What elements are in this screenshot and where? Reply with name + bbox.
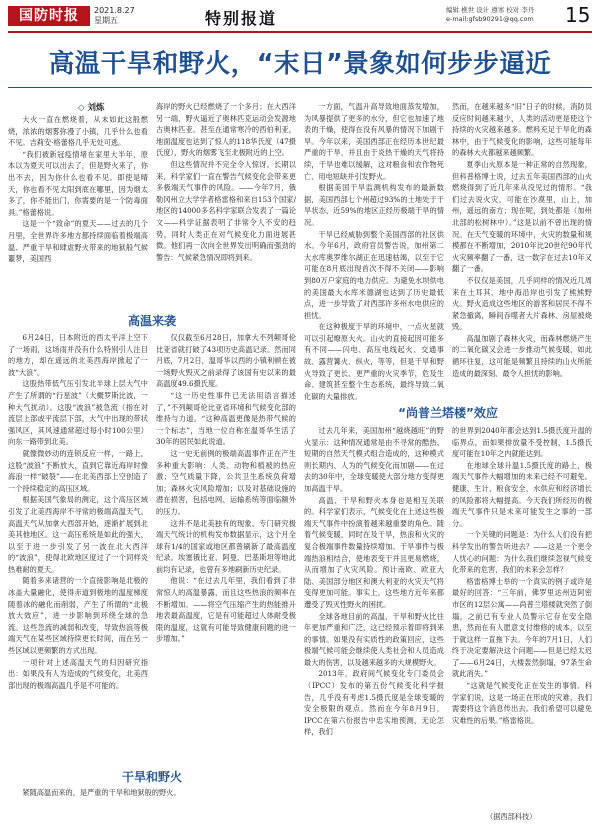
paragraph: 2013年，政府间气候变化专门委员会（IPCC）发布的第五份气候变化科学报告，几乎没有考虑1.5摄氏度是全球变暖的安全极限的观点。然而在今年8月9日，IPCC在第六份报告中忠实地预测，无论怎样，我们 (304, 669, 444, 737)
byline (78, 101, 105, 113)
paragraph: 然而，在越来越多“旧”日子的时候，消防员反应时间越来越少，人类的活动更是使这个持续的火灾越来越多。燃料充足于旱化的森林中，由于气候变化的影响，这些可能每年的森林大火都越来越频繁。 (452, 102, 592, 158)
source-signoff: （据西部科技） (486, 812, 537, 821)
column-1-top (8, 114, 148, 306)
paragraph: “这就是气候变化正在发生的事情。科学家们说，这是一场正在形成的灾难，我们需要将这个消息传出去。我们希望可以避免灾难性的后果。”格雷格说。 (452, 681, 592, 725)
paragraph: 一个关键的问题是：为什么人们没有把科学发出的警告听进去？——这是一个更令人忧心的问题：为什么我们继续忽视气候变化带来的危害，我们的未来会怎样？ (452, 530, 592, 575)
paragraph: 这是一个“致命”的夏天——过去的几个月里，全世界许多地方都持续面临着极端高温、严重干旱和肆虐野火带来的地狱般气候噩梦，美国西 (8, 219, 148, 264)
paragraph: 的世界到2040年都会达到1.5摄氏度升温的临界点，而如果排放量不受控制，1.5摄氏度可能在10年之内就能达到。 (452, 426, 592, 459)
paragraph: 紧随高温而来的，是严重的干旱和地狱般的野火。 (22, 788, 181, 797)
paragraph: 高温加剧了森林火灾，而森林燃烧产生的二氧化碳又会进一步推动气候变暖，如此循环往复，这可能是频繁且持续的山火所能造成的最深刻、最令人担忧的影响。 (452, 333, 592, 378)
headline-rule (8, 87, 592, 88)
paragraph: 仅仅截至6月28日，加拿大不列颠哥伦比亚省就打破了43项历史高温记录。然而同月底，7月2日，温哥华以西的小镇利顿在被一场野火毁灭之前录得了该国有史以来的最高温度49.6摄氏度。 (156, 333, 296, 389)
editor-credits (446, 6, 534, 24)
paragraph: 格雷格博士举的一个真实的例子或许是最好的回答：“三年前，佛罗里达州迈阿密市区的12层公寓——尚普兰塔楼就突然了倒塌，之前已有专业人员警示它存在安全隐患，然而在有人愿意支付维修的成本，以至于就这样一直拖下去。今年的7月1日，人们终于决定要解决这个问题——但是已经太迟了——6月24日，大楼轰然倒塌，97条生命就此消失。” (452, 576, 592, 679)
column-3-bottom (304, 425, 444, 815)
byline-mark-icon: ◇ (78, 103, 85, 113)
column-2-bottom (156, 332, 296, 758)
paragraph: 但这些情况并不完全令人惊讶。长期以来，科学家们一直在警告气候变化会带来更多极端天气事件的风险。——今年7月，俄勒冈州立大学学者格雷格和来自153个国家/地区的14000多名科学家联合发表了一篇论文——科学证据表明了非常令人不安的趋势，同时人类正在对气候变化力面进展甚微。他们再一次向全世界发出明确而强劲的警告：气候紧急情况即将到来。 (156, 159, 296, 262)
masthead-rule (8, 31, 592, 33)
paragraph: 随着多来诸营的一个直接影响是北极的冰盖大量融化，使得赤道到极地的温度梯度随着冰的融化而削弱，产生了所谓的“北极放大效应”，进一步影响到环绕全球的急流。这些急流的减弱和改变，导致热浪等极端天气在某些区域持续更长时间，而在另一些区域以更频繁的方式出现。 (8, 576, 148, 656)
paragraph: 这一史无前例的极端高温事件正在产生多种重大影响：人类、动物和植被的热应激；空气质量下降，公共卫生系统负荷增加；森林火灾风险增加；以及对基础设施的潜在损害，包括电网、运输系统等面临额外的压力。 (156, 448, 296, 516)
column-bottom-strip (8, 787, 296, 801)
paragraph: 这股热带低气压引发北半球上层大气中产生了所谓的“行星波”（大概罗斯比波，一种大气扰动）。这股“波浪”被急流（指在对流层上部或平流层下部，大气中出现的带状强风区，其风速通常超过每小时100公里）向东一路带到北美。 (8, 379, 148, 447)
page-number: 15 (565, 3, 591, 27)
paragraph: 干旱已经威胁到整个美国西部的社区供水。今年6月，政府官员警告说，加州第二大水库奥罗维尔湖正在迅速枯竭，以至于它可能在8月底出现首次不得不关闭——影响到80万户家庭的电力供应。为避免水坝供电的美国最大水库米德湖也达到了历史最低点，进一步导致了对西部许多州水电供应的担忧。 (304, 229, 444, 320)
column-4-top (452, 101, 592, 395)
paragraph: “我们被新冠疫情堵在家里大半年，原本以为夏天可以出去了，但是野火来了，你出不去，因为你什么也看不见。即使是晴天，你也看不见太阳到底在哪里，因为烟太多了，你不能出门，你需要的是一个防毒面具。”格蕾格说。 (8, 149, 148, 217)
credits-line-1: 编辑 樵世 设计 遵寒 校对 李丹 (446, 6, 535, 14)
paragraph: 他说：“在过去几年里，我们看到了非常惊人的高温暴露，而且这些热浪的频率在不断增加。——将空气压缩产生的热能推升地表最高温度，它是有可能超过人体耐受极限的温度，这就有可能导致健康问题的进一步增加。” (156, 576, 296, 644)
paragraph: 在地球全球升温1.5摄氏度的路上，极端天气事件大幅增加的未来已经不可避免。健康、生计、粮食安全、水供应和经济增长的风险都将大幅提高。今天我们所经历的极端天气事件只是未来可能发生之事的一部分。 (452, 460, 592, 528)
paragraph: 海岸的野火已经燃烧了一个多月；在大西洋另一端，野火逼近了奥林匹克运动会发源地古奥林匹亚。甚至在通常寒冷的西伯利亚，地面温度也达到了惊人的118华氏度（47摄氏度），野火的烟雾飞至北极附近的上空。 (156, 102, 296, 158)
paragraph: 全球各地目前的高温、干旱和野火比往年更加严重和广泛，这已经预示着即将到来的事情。如果没有实质性的政策回应，这些极端气候可能会继续使人类社会和人员造成最大的伤害，以及越来越多的大规模野火。 (304, 611, 444, 667)
paragraph: 在这种极度干旱的环境中，一点火星就可以引起燎原大火。山火的直接起因可能多有不同——闪电、高压电线起火、交通事故、露营篝火、纵火，等等，但是干旱和野火导致了更长、更严重的火灾季节，危及生命、建筑甚至整个生态系统，最终导致二氧化碳的大量排放。 (304, 322, 444, 401)
newspaper-logo: 国防时报 (8, 6, 90, 26)
subhead-champlain-tower-effect: “尚普兰塔楼”效应 (398, 406, 498, 420)
issue-weekday: 星期五 (94, 16, 118, 25)
column-4-bottom (452, 425, 592, 810)
paragraph: 根据美国干旱监测机构发布的最新数据，美国西部七个州超过93%的土地处于干旱状态，近59%的地区正经历极端干旱的情况。 (304, 183, 444, 227)
paragraph: 过去几年来，美国加州“越烧越旺”的野火显示：这种情况通常是由不寻常的酷热、短期的自然天气模式组合造成的，这种模式则长期内、人为的气候变化而加剧——在过去的30年中，全球变暖使大部分地方变得更加高温干旱。 (304, 426, 444, 493)
column-2-top (156, 101, 296, 306)
paragraph: 高温、干旱和野火本身也是相互关联的。科学家们表示，气候变化在上述这些极端天气事件中扮演着越来越重要的角色。随着气候变暖，同时在及干旱，热浪和火灾的复合极端事件数量持续增加。干旱事件与极端热浪相结合，使地表变干并且更易燃烧，从而增加了火灾风险。预计南欧、欧亚大陆、美国部分地区和澳大利亚的火灾天气将变得更加可能。事实上，这些地方近年来都遭受了毁灭性野火的困扰。 (304, 495, 444, 609)
article-headline: 高温干旱和野火，“末日”景象如何步步逼近 (48, 49, 552, 79)
paragraph: 6月24日，日本附近的西太平洋上空下了一场雨，这场雨并没有什么特别引人注目的地方，却在遥远的北美西海岸掀起了一波“大浪”。 (8, 333, 148, 377)
section-title: 特别报道 (205, 9, 278, 28)
column-3-top (304, 101, 444, 401)
subhead-heat: 高温来袭 (127, 314, 176, 328)
paragraph: 根据美国气象局的测定，这个高压区域引发了北美西海岸不寻常的极端高温天气。高温天气从加拿大西部开始，逐渐扩展到北美其他地区。这一高压系统是如此的强大，以至于进一步引发了另一波在北大西洋的“波浪”，使得北欧地区度过了一个同样炎热难耐的夏天。 (8, 495, 148, 574)
issue-date: 2021.8.27 (94, 6, 135, 15)
paragraph: 大火一直在燃烧着，从未如此这般燃烧，浓浓的烟雾弥漫了小镇，几乎什么也看不见。吉莉安·格蕾格几乎无处可逃。 (8, 115, 148, 148)
column-1-bottom (8, 332, 148, 758)
masthead (0, 0, 600, 34)
credits-email: e-mail:gfsb90291@qq.com (446, 15, 534, 23)
paragraph: 一方面，气温升高导致地面蒸发增加，为风暴提供了更多的水分，但它也加速了地表的干燥，使得在没有风暴的情况下加剧干旱。今年以来，美国西部正在经历本世纪最严重的干旱，并且由于炎热干燥的天气将持续，干旱也难以缓解，这对粮食和农作物死亡、用电短缺并引发野火。 (304, 102, 444, 181)
paragraph: 不仅仅是美国，几乎同样的情况近几周来在土耳其、地中海沿岸也引发了熊熊野火。野火造成这些地区的游客和居民不得不紧急撤离，瞬间吞噬者大片森林、房屋被烧毁。 (452, 275, 592, 332)
paragraph: 这并不是北美独有的现象。专门研究极端天气统计的机构发布数据显示，这个月全球有1/4的国家或地区都曾刷新了最高温度纪录。埃塞俄比亚、阿曼、巴基斯坦等地此前均有记录，也曾有多地刷新历史纪录。 (156, 518, 296, 574)
subhead-drought-wildfire: 干旱和野火 (121, 770, 182, 784)
byline-author: 刘炼 (87, 103, 105, 113)
paragraph: 一项针对上述高温天气的归因研究指出：如果没有人为造成的气候变化，北美西部出现的极端高温几乎是不可能的。 (8, 657, 148, 690)
issue-date-block (94, 6, 135, 26)
paragraph: 夏季山火原本是一种正常的自然现象，但科普格博士说，过去五年美国西部的山火燃烧得到了近几年来从没见过的情形。“我们过去说火灾，可能在沙漠里，山上，加州，遥远的南方；现在呢，到处都是（加州北部的松树林中）。”这是以前不曾出现的情况。在天气变暖的环境中，火灾的数量和规模都在不断增加，2010年比20世纪90年代火灾频率翻了一番，这一数字在过去10年又翻了一番。 (452, 159, 592, 274)
paragraph: “这一历史性事件已无法用语言描述了，”不列颠哥伦比亚省环境和气候变化部的维持与力道。“这种高温更像是热带气候的一个标志”，当地一位自称在温哥华生活了30年的居民如此说道。 (156, 390, 296, 447)
paragraph: 就像微妙动的连锁反应一样，一路上，这股“波浪”不断放大，直到它靠近海岸时像海浪一样“破裂”——在北美西部上空创造了一个持续稳定的高压区域。 (8, 448, 148, 493)
